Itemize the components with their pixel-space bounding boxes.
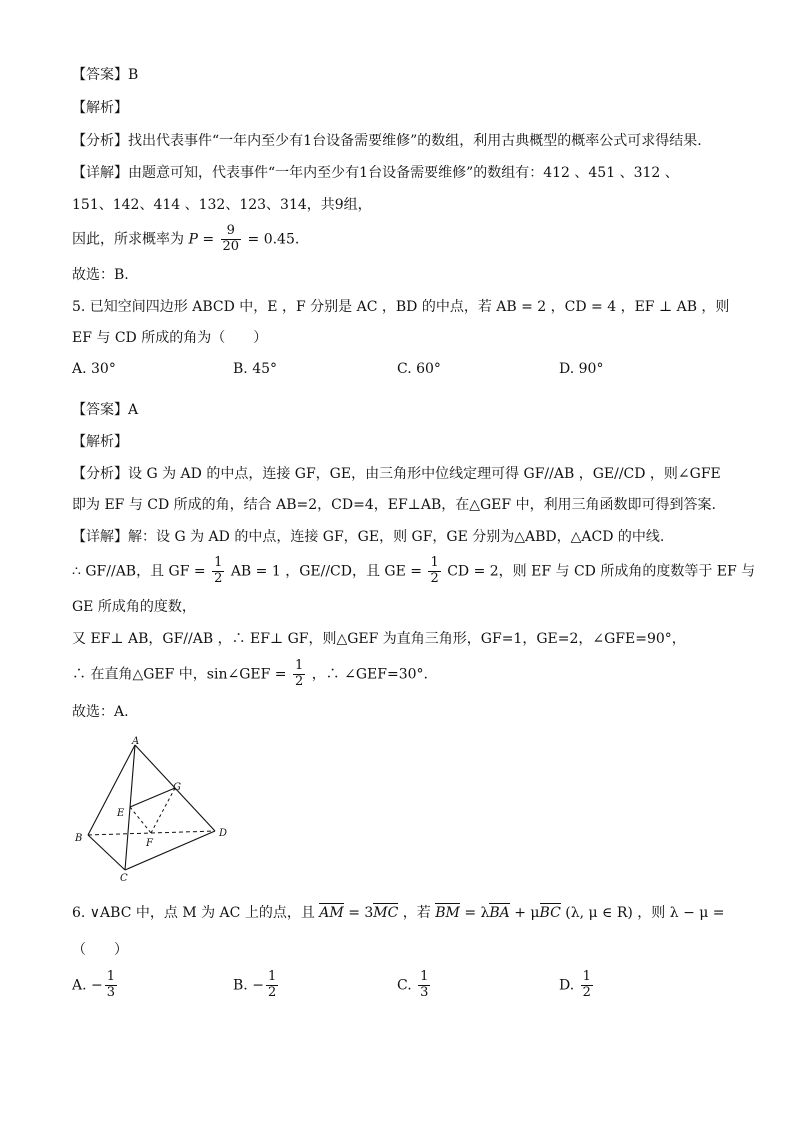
- label-a: A: [132, 736, 140, 747]
- prob-fraction: [221, 224, 242, 255]
- xiangjie-label: 【详解】: [72, 165, 128, 181]
- option-fraction: [266, 970, 278, 1001]
- q6-condition: (λ, μ ∈ R) ，则 λ − μ =: [565, 905, 725, 921]
- segment-ef: [130, 807, 151, 833]
- label-b: B: [75, 833, 83, 844]
- fraction-den: 2: [582, 984, 591, 1000]
- q5-option-b: B. 45°: [233, 361, 278, 377]
- line-a-part-3: CD = 2，则 EF 与 CD 所成角的度数等于 EF 与: [447, 563, 756, 580]
- q4-conclusion: 故选：B.: [72, 267, 129, 283]
- fraction-den: 2: [214, 570, 223, 586]
- q5-line-c: 又 EF⊥ AB，GF//AB ，∴ EF⊥ GF，则△GEF 为直角三角形，GF=1，GE=2，∠GFE=90°，: [72, 631, 686, 647]
- prob-prefix: 因此，所求概率为: [72, 231, 184, 248]
- q6-option-b: [233, 970, 280, 1001]
- q5-xiangjie-1: [72, 530, 664, 544]
- q5-answer: 【答案】A: [72, 402, 139, 418]
- q5-option-c: C. 60°: [397, 361, 441, 377]
- fraction-num: 1: [582, 969, 591, 984]
- fraction-den: 2: [267, 984, 277, 1000]
- xiangjie-text: 由题意可知，代表事件“一年内至少有1台设备需要维修”的数组有：412 、451 、312 、: [128, 165, 679, 181]
- label-g: G: [173, 782, 181, 793]
- q4-probability-line: [72, 224, 299, 255]
- q6-option-c: [397, 970, 432, 1001]
- q4-jiexi: 【解析】: [72, 100, 128, 116]
- option-label: A.: [72, 977, 87, 994]
- line-d-part-1: ∴ 在直角△GEF 中，sin∠GEF =: [72, 666, 287, 683]
- fraction-den: 3: [106, 984, 116, 1000]
- line-a-fraction-1: [212, 556, 224, 587]
- fraction-den: 3: [420, 984, 429, 1000]
- fenxi-text: 找出代表事件“一年内至少有1台设备需要维修”的数组，利用古典概型的概率公式可求得结果.: [128, 133, 702, 149]
- q5-fenxi-1: [72, 467, 721, 481]
- q5-jiexi: 【解析】: [72, 434, 128, 450]
- q6-option-a: [72, 970, 119, 1001]
- edge-cd: [125, 831, 215, 870]
- q5-conclusion: 故选：A.: [72, 704, 129, 720]
- prob-den: 20: [222, 238, 240, 254]
- label-d: D: [219, 828, 228, 839]
- line-d-fraction: [293, 659, 305, 690]
- option-fraction: [105, 970, 117, 1001]
- q6-plus: + μ: [514, 905, 540, 921]
- fraction-num: 1: [420, 969, 429, 984]
- q5-option-a: A. 30°: [72, 361, 116, 377]
- line-d-part-2: ，∴ ∠GEF=30°.: [311, 666, 428, 683]
- vector-mc: MC: [373, 905, 399, 921]
- vector-bc: BC: [539, 905, 561, 921]
- prob-p: P =: [188, 231, 215, 248]
- line-a-part-1: ∴ GF//AB，且 GF =: [72, 563, 206, 580]
- q5-line-d: [72, 659, 428, 690]
- option-fraction: [418, 970, 430, 1001]
- q6-mid: ，若: [402, 905, 431, 921]
- q6-option-d: [559, 970, 595, 1001]
- option-label: C.: [397, 977, 412, 994]
- prob-suffix: = 0.45.: [247, 231, 300, 248]
- q5-line-b: GE 所成角的度数，: [72, 599, 196, 615]
- q6-eq1: = 3: [348, 905, 374, 921]
- tetrahedron-figure: [70, 735, 240, 885]
- xiangjie-text: 解：设 G 为 AD 的中点，连接 GF，GE，则 GF，GE 分别为△ABD，△ACD 的中线.: [128, 529, 665, 545]
- fraction-num: 1: [214, 555, 223, 570]
- label-c: C: [120, 873, 128, 884]
- fraction-num: 1: [430, 555, 439, 570]
- q5-stem-1: 5. 已知空间四边形 ABCD 中，E ，F 分别是 AC ，BD 的中点，若 AB = 2 ，CD = 4 ，EF ⊥ AB ，则: [72, 299, 730, 315]
- fenxi-text: 设 G 为 AD 的中点，连接 GF，GE，由三角形中位线定理可得 GF//AB ，GE//CD ，则∠GFE: [128, 466, 721, 482]
- option-fraction: [581, 970, 593, 1001]
- segment-gf: [151, 788, 175, 833]
- option-label: D.: [559, 977, 575, 994]
- q6-paren: （ ）: [72, 942, 128, 958]
- q4-fenxi: [72, 134, 702, 148]
- line-a-part-2: AB = 1 ，GE//CD，且 GE =: [230, 563, 423, 580]
- label-e: E: [117, 808, 125, 819]
- q6-stem: [72, 906, 725, 920]
- q6-stem-prefix: 6. ∨ABC 中，点 M 为 AC 上的点，且: [72, 905, 315, 921]
- prob-num: 9: [221, 224, 242, 240]
- option-label: B.: [233, 977, 248, 994]
- label-f: F: [146, 838, 153, 849]
- fenxi-label: 【分析】: [72, 133, 128, 149]
- line-a-fraction-2: [428, 556, 440, 587]
- q5-option-d: D. 90°: [559, 361, 604, 377]
- q5-fenxi-2: 即为 EF 与 CD 所成的角，结合 AB=2，CD=4，EF⊥AB，在△GEF 中，利用三角函数即可得到答案.: [72, 497, 717, 513]
- q4-answer: 【答案】B: [72, 67, 139, 83]
- q4-xiangjie-2: 151、142、414 、132、123、314，共9组，: [72, 197, 372, 213]
- fenxi-label: 【分析】: [72, 466, 128, 482]
- fraction-num: 1: [294, 658, 304, 673]
- q6-eq2: = λ: [464, 905, 490, 921]
- fraction-num: 1: [106, 969, 116, 984]
- fraction-num: 1: [267, 969, 277, 984]
- option-sign: −: [252, 977, 264, 994]
- vector-bm: BM: [435, 905, 460, 921]
- edge-bc: [88, 835, 125, 870]
- xiangjie-label: 【详解】: [72, 529, 128, 545]
- vector-ba: BA: [489, 905, 510, 921]
- option-sign: −: [91, 977, 103, 994]
- segment-eg: [130, 788, 175, 807]
- q5-stem-2: EF 与 CD 所成的角为（ ）: [72, 330, 268, 346]
- fraction-den: 2: [294, 673, 304, 689]
- fraction-den: 2: [430, 570, 439, 586]
- q4-xiangjie-1: [72, 166, 679, 180]
- edge-ab: [88, 745, 135, 835]
- vector-am: AM: [319, 905, 344, 921]
- q5-line-a: [72, 556, 755, 587]
